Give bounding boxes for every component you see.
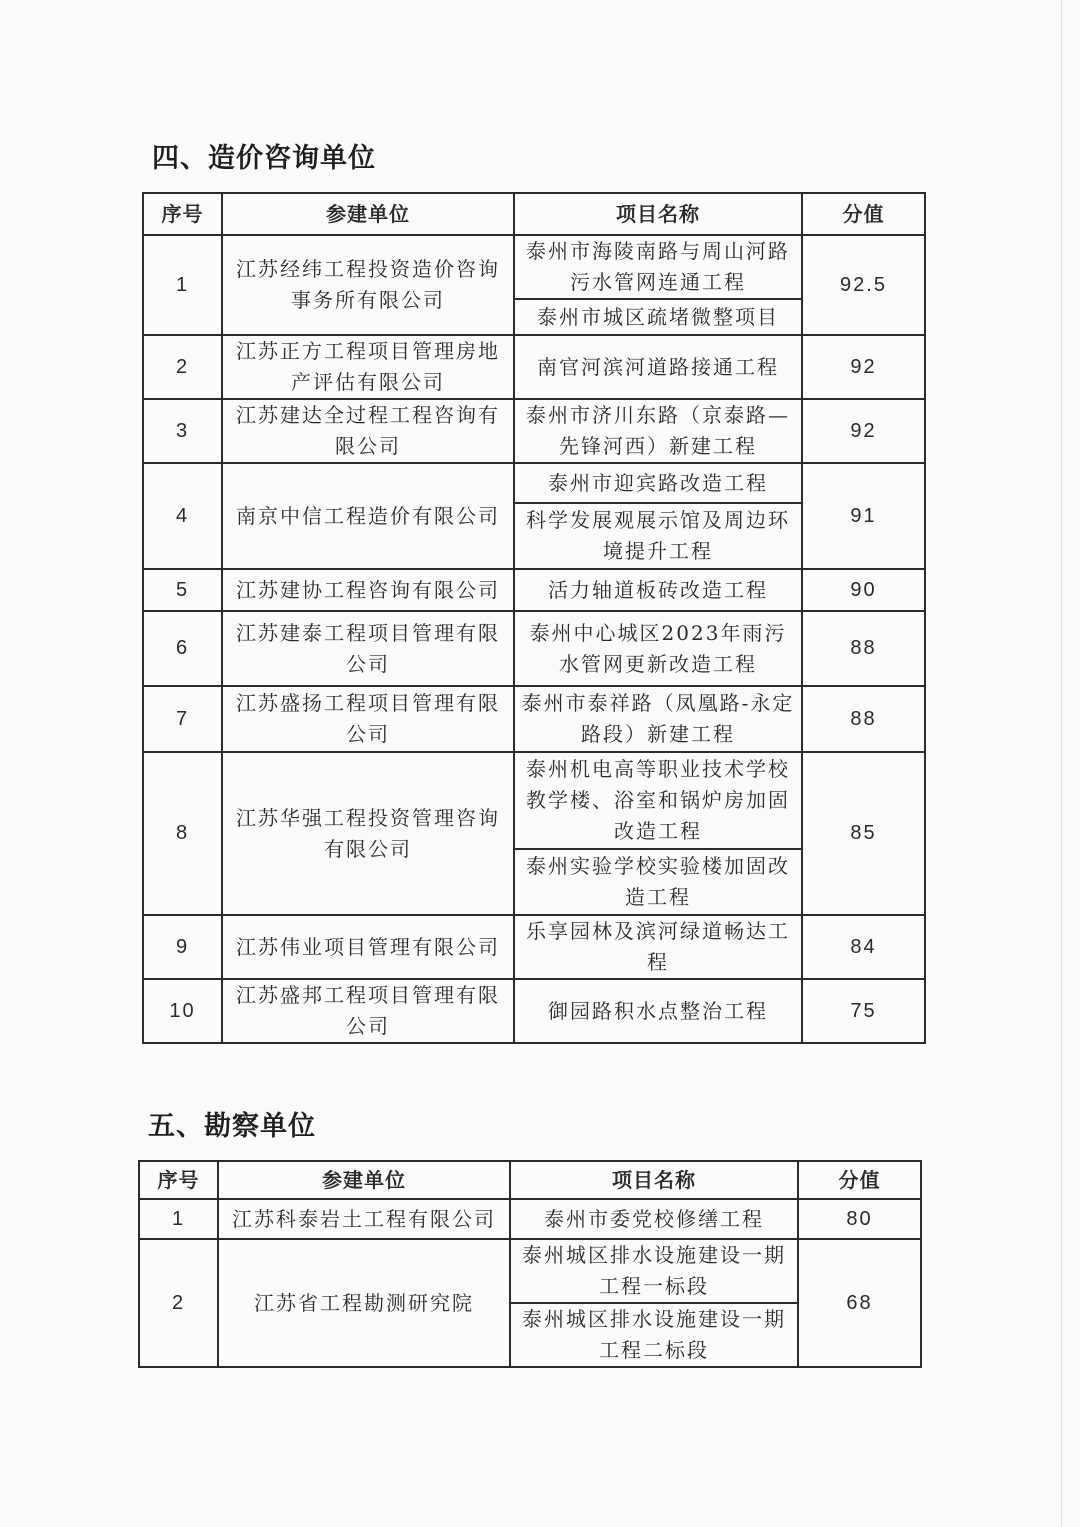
row-project: 泰州市济川东路（京泰路—先锋河西）新建工程 [514,399,802,463]
header-score: 分值 [802,193,925,235]
row-score: 88 [802,686,925,752]
row-score: 90 [802,569,925,611]
row-project: 泰州市委党校修缮工程 [510,1199,798,1239]
row-project: 乐享园林及滨河绿道畅达工程 [514,915,802,979]
header-no: 序号 [143,193,222,235]
row-unit: 江苏建协工程咨询有限公司 [222,569,514,611]
row-score: 68 [798,1239,921,1367]
row-unit: 江苏省工程勘测研究院 [218,1239,510,1367]
row-unit: 江苏经纬工程投资造价咨询事务所有限公司 [222,235,514,335]
survey-table [138,1160,922,1368]
row-no: 1 [143,235,222,335]
row-project: 科学发展观展示馆及周边环境提升工程 [514,503,802,569]
header-project: 项目名称 [510,1161,798,1199]
row-no: 8 [143,752,222,915]
cost-consulting-table [142,192,926,1044]
row-project: 泰州市迎宾路改造工程 [514,463,802,503]
table-row [139,1199,921,1239]
row-project: 泰州市城区疏堵微整项目 [514,299,802,335]
table-row [143,335,925,399]
row-project: 泰州市泰祥路（凤凰路-永定路段）新建工程 [514,686,802,752]
row-no: 2 [143,335,222,399]
row-no: 10 [143,979,222,1043]
table-row [143,235,925,299]
row-project: 南官河滨河道路接通工程 [514,335,802,399]
row-score: 92 [802,399,925,463]
header-unit: 参建单位 [222,193,514,235]
row-unit: 江苏建泰工程项目管理有限公司 [222,611,514,686]
table-row [143,569,925,611]
row-score: 75 [802,979,925,1043]
table-row [143,979,925,1043]
row-unit: 江苏盛邦工程项目管理有限公司 [222,979,514,1043]
row-no: 7 [143,686,222,752]
header-unit: 参建单位 [218,1161,510,1199]
row-project: 御园路积水点整治工程 [514,979,802,1043]
row-score: 85 [802,752,925,915]
row-project: 泰州实验学校实验楼加固改造工程 [514,849,802,915]
table-row [143,752,925,849]
row-project: 泰州中心城区2023年雨污水管网更新改造工程 [514,611,802,686]
row-score: 91 [802,463,925,569]
table-row [143,611,925,686]
row-no: 6 [143,611,222,686]
row-score: 92 [802,335,925,399]
row-project: 泰州机电高等职业技术学校教学楼、浴室和锅炉房加固改造工程 [514,752,802,849]
row-unit: 江苏盛扬工程项目管理有限公司 [222,686,514,752]
row-unit: 南京中信工程造价有限公司 [222,463,514,569]
row-project: 活力轴道板砖改造工程 [514,569,802,611]
row-unit: 江苏正方工程项目管理房地产评估有限公司 [222,335,514,399]
table-row [143,915,925,979]
row-no: 3 [143,399,222,463]
header-score: 分值 [798,1161,921,1199]
row-project: 泰州市海陵南路与周山河路污水管网连通工程 [514,235,802,299]
row-unit: 江苏科泰岩土工程有限公司 [218,1199,510,1239]
row-no: 5 [143,569,222,611]
row-unit: 江苏华强工程投资管理咨询有限公司 [222,752,514,915]
row-project: 泰州城区排水设施建设一期工程一标段 [510,1239,798,1303]
page-edge-line [1061,0,1062,1527]
table-row [139,1239,921,1303]
row-no: 9 [143,915,222,979]
row-unit: 江苏伟业项目管理有限公司 [222,915,514,979]
row-score: 92.5 [802,235,925,335]
header-no: 序号 [139,1161,218,1199]
row-score: 84 [802,915,925,979]
section-title-cost-consulting: 四、造价咨询单位 [152,143,376,174]
row-no: 1 [139,1199,218,1239]
row-no: 2 [139,1239,218,1367]
row-unit: 江苏建达全过程工程咨询有限公司 [222,399,514,463]
table-row [143,686,925,752]
table-row [143,463,925,503]
row-score: 80 [798,1199,921,1239]
row-project: 泰州城区排水设施建设一期工程二标段 [510,1303,798,1367]
section-title-survey: 五、勘察单位 [148,1111,316,1142]
header-project: 项目名称 [514,193,802,235]
row-score: 88 [802,611,925,686]
table-row [143,399,925,463]
row-no: 4 [143,463,222,569]
